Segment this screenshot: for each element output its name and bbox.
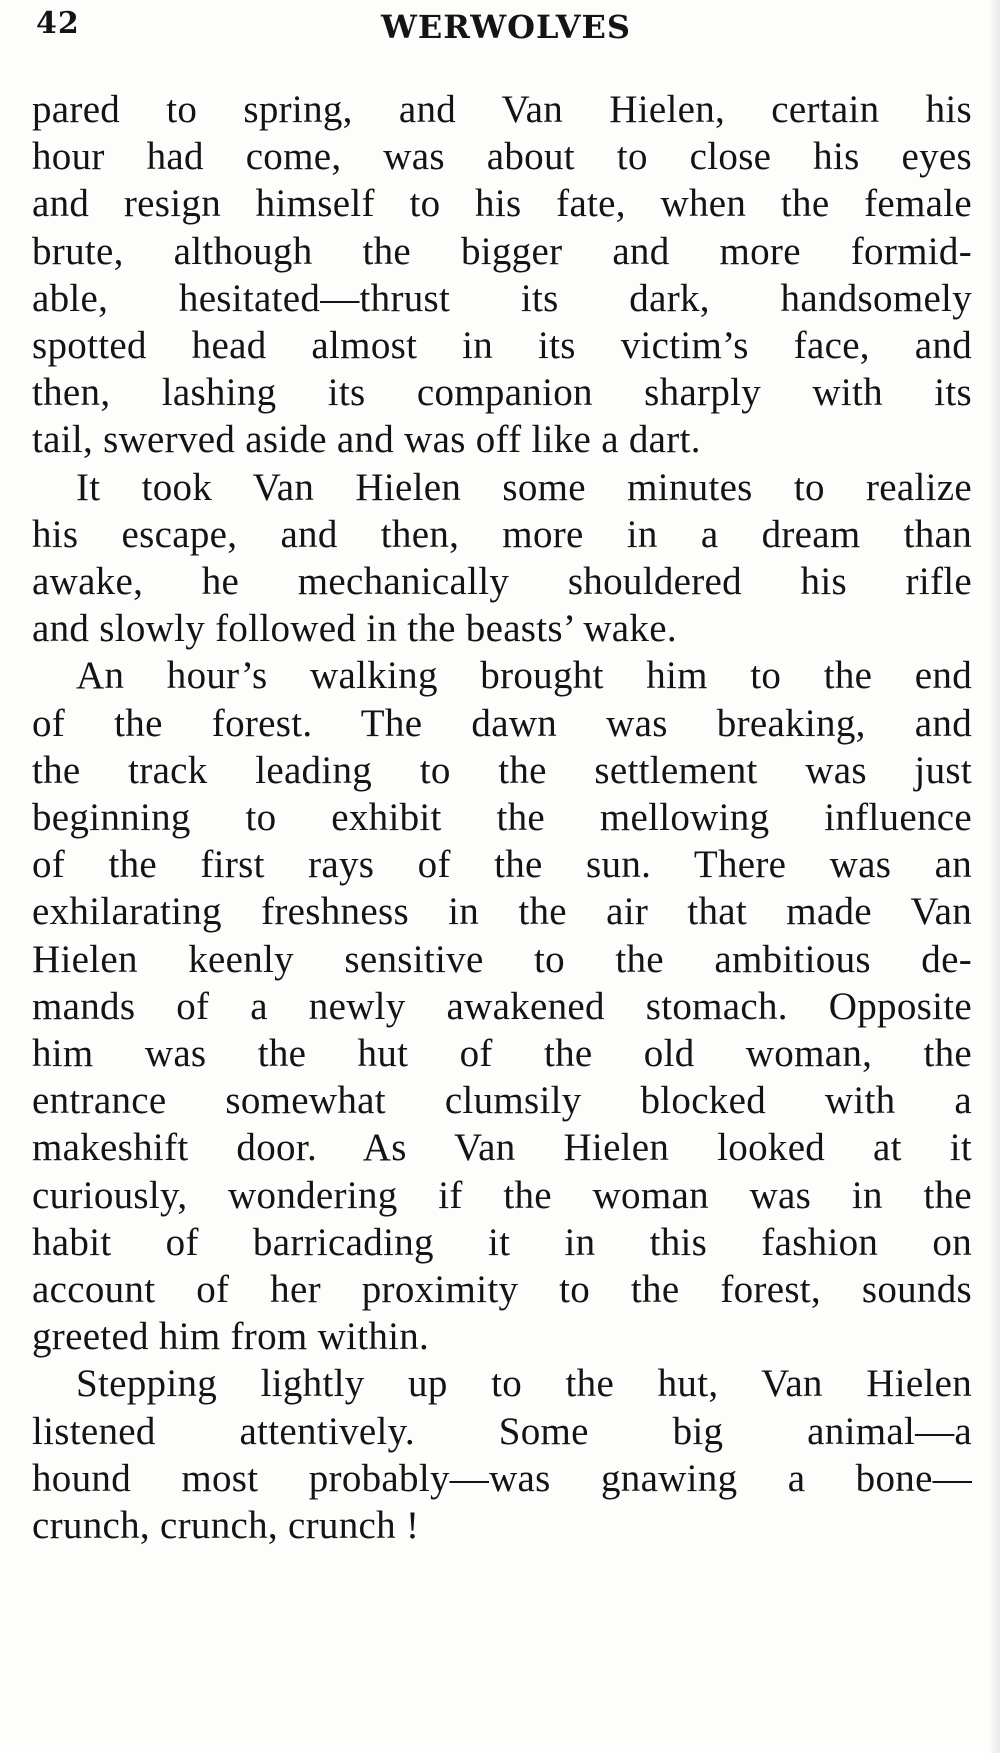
text-line: entrance somewhat clumsily blocked with a — [32, 1079, 972, 1123]
text-line: and slowly followed in the beasts’ wake. — [32, 607, 677, 651]
text-line: pared to spring, and Van Hielen, certain his — [32, 88, 972, 131]
text-line: able, hesitated—thrust its dark, handsomely — [32, 276, 972, 320]
text-line: curiously, wondering if the woman was in the — [32, 1173, 972, 1217]
text-line: listened attentively. Some big animal—a — [32, 1409, 972, 1453]
text-line: awake, he mechanically shouldered his rifle — [32, 560, 972, 604]
text-line: account of her proximity to the forest, sounds — [32, 1268, 972, 1312]
body-text — [32, 86, 972, 1549]
text-line: of the forest. The dawn was breaking, and — [32, 701, 972, 745]
text-line: hound most probably—was gnawing a bone— — [32, 1456, 972, 1500]
text-line: habit of barricading it in this fashion on — [32, 1220, 972, 1264]
paragraph-3 — [32, 652, 972, 1360]
paragraph-4 — [32, 1360, 972, 1549]
text-line: tail, swerved aside and was off like a dart. — [32, 418, 701, 462]
text-line: An hour’s walking brought him to the end — [76, 654, 972, 698]
running-head-title: WERWOLVES — [380, 8, 632, 46]
page-header — [36, 4, 976, 54]
page-edge-shadow — [988, 0, 1000, 1753]
text-line: and resign himself to his fate, when the female — [32, 182, 972, 226]
text-line: beginning to exhibit the mellowing influence — [32, 796, 972, 840]
text-line: Hielen keenly sensitive to the ambitious de- — [32, 937, 972, 981]
paragraph-2 — [32, 464, 972, 653]
text-line: It took Van Hielen some minutes to realize — [76, 465, 972, 509]
text-line: exhilarating freshness in the air that made Van — [32, 890, 972, 934]
text-line: the track leading to the settlement was just — [32, 748, 972, 792]
text-line: of the first rays of the sun. There was an — [32, 843, 972, 887]
text-line: Stepping lightly up to the hut, Van Hielen — [76, 1362, 972, 1406]
text-line: his escape, and then, more in a dream than — [32, 512, 972, 556]
text-line: spotted head almost in its victim’s face, and — [32, 324, 972, 368]
text-line: brute, although the bigger and more formid- — [32, 229, 972, 273]
text-line: then, lashing its companion sharply with its — [32, 371, 972, 415]
text-line: him was the hut of the old woman, the — [32, 1032, 972, 1076]
text-line: greeted him from within. — [32, 1315, 430, 1359]
paragraph-1 — [32, 86, 972, 464]
text-line: crunch, crunch, crunch ! — [32, 1504, 420, 1548]
text-line: mands of a newly awakened stomach. Opposite — [32, 984, 972, 1028]
page-number: 42 — [36, 6, 80, 41]
text-line: makeshift door. As Van Hielen looked at it — [32, 1126, 972, 1170]
text-line: hour had come, was about to close his eyes — [32, 135, 972, 179]
